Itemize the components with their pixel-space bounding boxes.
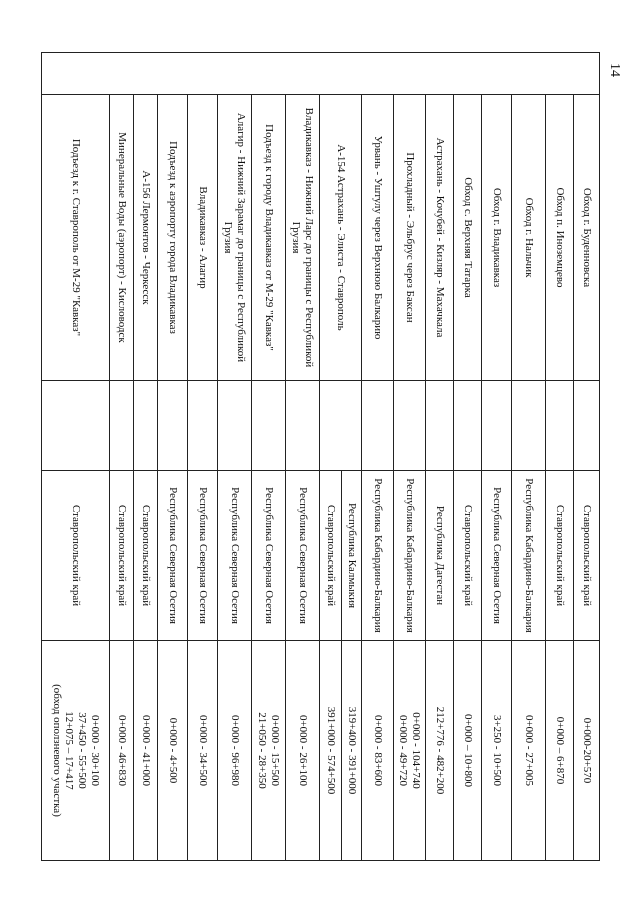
row-blank-cell bbox=[134, 381, 158, 471]
table-row bbox=[482, 53, 512, 861]
row-blank-cell bbox=[110, 381, 134, 471]
road-name-cell: А-154 Астрахань - Элиста - Ставрополь bbox=[320, 95, 362, 381]
road-name-cell: Владикавказ - Нижний Ларс до границы с Республикой Грузия bbox=[286, 95, 320, 381]
region-cell: Республика Кабардино-Балкария bbox=[394, 471, 426, 641]
table-row bbox=[512, 53, 546, 861]
row-blank-cell bbox=[546, 381, 574, 471]
km-range-cell: 0+000 - 15+500 21+050 - 28+350 bbox=[252, 641, 286, 861]
region-cell: Республика Северная Осетия bbox=[218, 471, 252, 641]
region-cell: Ставропольский край bbox=[574, 471, 600, 641]
km-range-cell: 0+000 - 46+830 bbox=[110, 641, 134, 861]
table-row bbox=[110, 53, 134, 861]
road-name-cell: Астрахань - Кочубей - Кизляр - Махачкала bbox=[426, 95, 454, 381]
table-row bbox=[394, 53, 426, 861]
row-blank-cell bbox=[482, 381, 512, 471]
table-row bbox=[158, 53, 188, 861]
region-cell: Ставропольский край bbox=[42, 471, 110, 641]
row-blank-cell bbox=[42, 381, 110, 471]
road-name-cell: Обход с. Верхняя Татарка bbox=[454, 95, 482, 381]
region-cell: Ставропольский край bbox=[454, 471, 482, 641]
road-name-cell: Урвань - Уштулу через Верхнюю Балкарию bbox=[362, 95, 394, 381]
table-row bbox=[426, 53, 454, 861]
road-name-cell: А-156 Лермонтов - Черкесск bbox=[134, 95, 158, 381]
region-cell: Республика Калмыкия bbox=[342, 471, 362, 641]
row-blank-cell bbox=[574, 381, 600, 471]
region-cell: Ставропольский край bbox=[320, 471, 342, 641]
road-name-cell: Минеральные Воды (аэропорт) - Кисловодск bbox=[110, 95, 134, 381]
km-range-cell: 0+000 - 30+100 37+450 - 55+500 12+075 – 17+417 (обход оползневого участка) bbox=[42, 641, 110, 861]
region-cell: Ставропольский край bbox=[546, 471, 574, 641]
km-range-cell: 0+000 - 26+100 bbox=[286, 641, 320, 861]
km-range-cell: 0+000 – 6+870 bbox=[546, 641, 574, 861]
region-cell: Республика Дагестан bbox=[426, 471, 454, 641]
km-range-cell: 0+000 – 10+800 bbox=[454, 641, 482, 861]
row-empty-cell bbox=[42, 53, 600, 95]
km-range-cell: 319+400 - 391+000 bbox=[342, 641, 362, 861]
km-range-cell: 3+250 - 10+500 bbox=[482, 641, 512, 861]
km-range-cell: 391+000 - 574+500 bbox=[320, 641, 342, 861]
road-name-cell: Подъезд к аэропорту города Владикавказ bbox=[158, 95, 188, 381]
km-range-cell: 0+000 - 41+000 bbox=[134, 641, 158, 861]
region-cell: Ставропольский край bbox=[134, 471, 158, 641]
km-range-cell: 0+000 - 34+500 bbox=[188, 641, 218, 861]
road-name-cell: Владикавказ - Алагир bbox=[188, 95, 218, 381]
table-row bbox=[42, 53, 110, 861]
roads-table bbox=[41, 52, 600, 861]
region-cell: Ставропольский край bbox=[110, 471, 134, 641]
roads-table-body bbox=[42, 53, 600, 861]
km-range-cell: 212+776 - 482+200 bbox=[426, 641, 454, 861]
table-row bbox=[362, 53, 394, 861]
region-cell: Республика Северная Осетия bbox=[252, 471, 286, 641]
region-cell: Республика Кабардино-Балкария bbox=[512, 471, 546, 641]
table-row bbox=[188, 53, 218, 861]
road-name-cell: Обход п. Иноземцево bbox=[546, 95, 574, 381]
page-number: 14 bbox=[607, 63, 622, 77]
rotated-table-wrapper bbox=[50, 52, 600, 860]
table-row bbox=[252, 53, 286, 861]
km-range-cell: 0+000 - 27+005 bbox=[512, 641, 546, 861]
km-range-cell: 0+000 - 104+740 0+000 - 49+720 bbox=[394, 641, 426, 861]
row-blank-cell bbox=[218, 381, 252, 471]
table-row bbox=[286, 53, 320, 861]
road-name-cell: Подъезд к городу Владикавказ от М-29 "Кавказ" bbox=[252, 95, 286, 381]
km-range-cell: 0+000 - 4+500 bbox=[158, 641, 188, 861]
row-blank-cell bbox=[158, 381, 188, 471]
km-range-cell: 0+000-20+570 bbox=[574, 641, 600, 861]
road-name-cell: Алагир - Нижний Зарамаг до границы с Республикой Грузия bbox=[218, 95, 252, 381]
region-cell: Республика Кабардино-Балкария bbox=[362, 471, 394, 641]
table-row bbox=[134, 53, 158, 861]
table-row bbox=[574, 53, 600, 861]
road-name-cell: Прохладный - Эльбрус через Баксан bbox=[394, 95, 426, 381]
region-cell: Республика Северная Осетия bbox=[286, 471, 320, 641]
row-blank-cell bbox=[286, 381, 320, 471]
table-row bbox=[546, 53, 574, 861]
row-blank-cell bbox=[426, 381, 454, 471]
row-blank-cell bbox=[188, 381, 218, 471]
road-name-cell: Обход г. Владикавказ bbox=[482, 95, 512, 381]
row-blank-cell bbox=[394, 381, 426, 471]
row-blank-cell bbox=[320, 381, 362, 471]
row-blank-cell bbox=[252, 381, 286, 471]
row-blank-cell bbox=[454, 381, 482, 471]
table-row bbox=[218, 53, 252, 861]
region-cell: Республика Северная Осетия bbox=[188, 471, 218, 641]
road-name-cell: Обход г. Буденновска bbox=[574, 95, 600, 381]
road-name-cell: Обход г. Нальчик bbox=[512, 95, 546, 381]
km-range-cell: 0+000 - 96+980 bbox=[218, 641, 252, 861]
region-cell: Республика Северная Осетия bbox=[158, 471, 188, 641]
road-name-cell: Подъезд к г. Ставрополь от М-29 "Кавказ" bbox=[42, 95, 110, 381]
region-cell: Республика Северная Осетия bbox=[482, 471, 512, 641]
table-row bbox=[342, 53, 362, 861]
row-blank-cell bbox=[362, 381, 394, 471]
row-blank-cell bbox=[512, 381, 546, 471]
km-range-cell: 0+000 - 83+600 bbox=[362, 641, 394, 861]
table-row bbox=[454, 53, 482, 861]
